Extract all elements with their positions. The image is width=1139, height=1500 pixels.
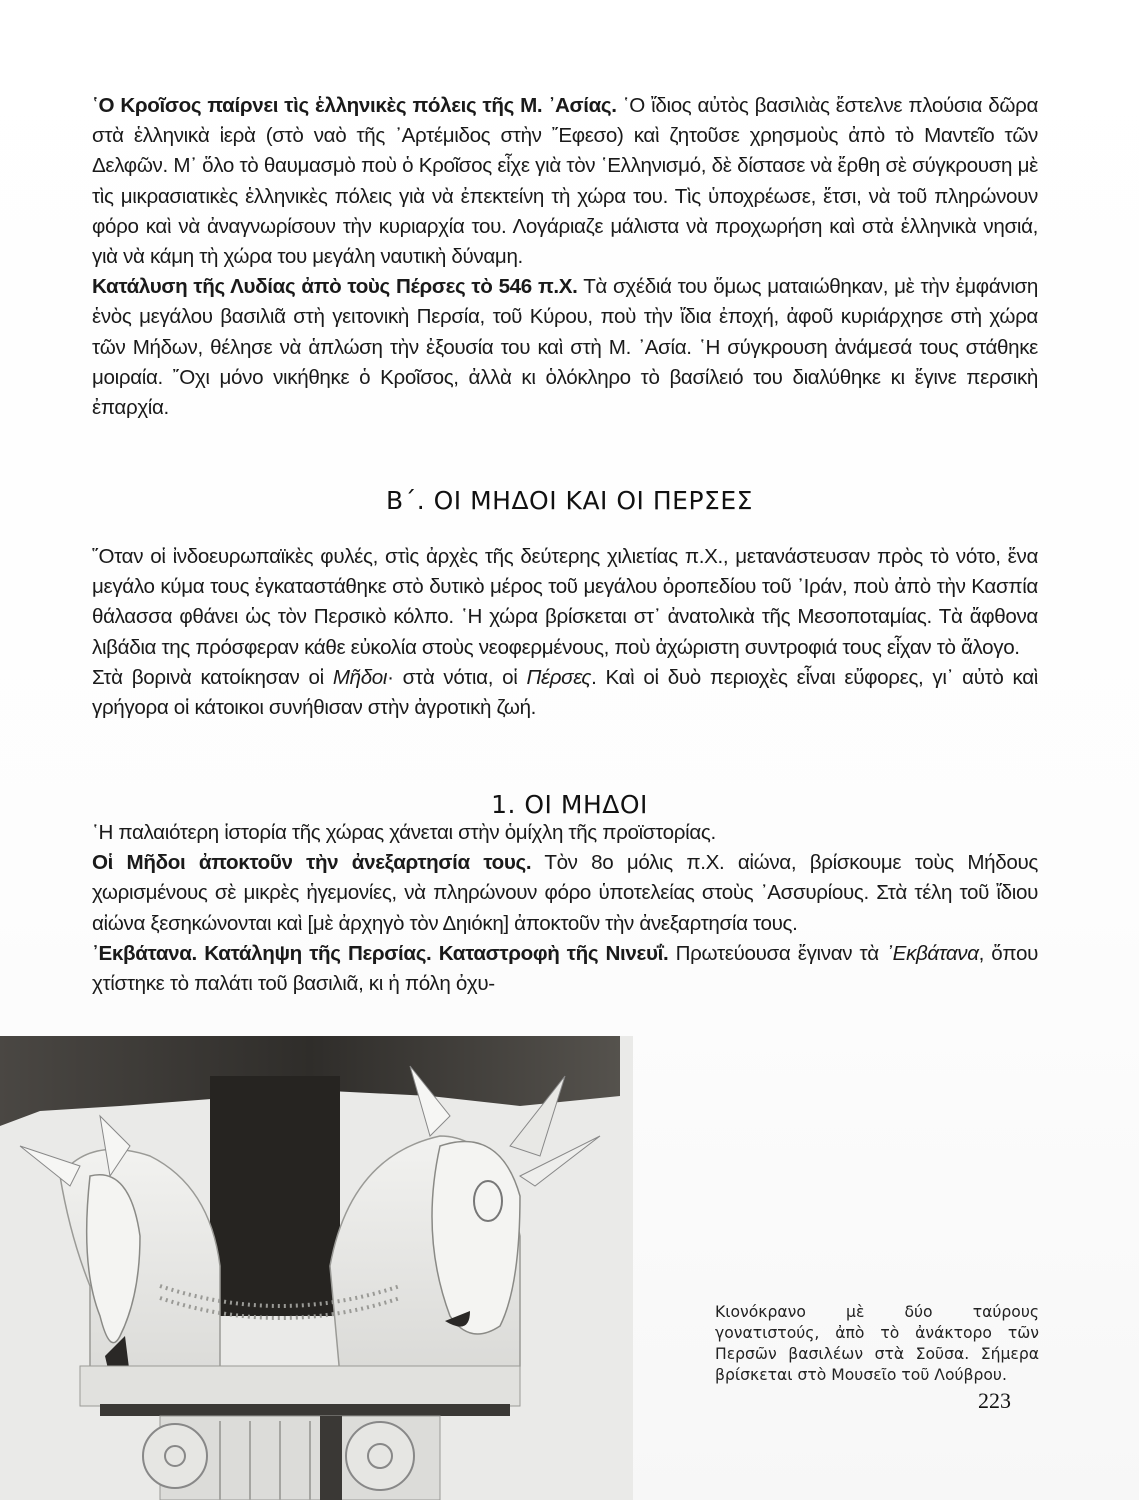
figure-caption: Κιονόκρανο μὲ δύο ταύρους γονατιστούς, ἀπὸ τὸ ἀνάκτορο τῶν Περσῶν βασιλέων στὰ Σοῦσα. Σήμερα βρίσκεται στὸ Μουσεῖο τοῦ Λούβρου. [715, 1303, 1039, 1384]
paragraph-indo-european-migration: ῞Οταν οἱ ἰνδοευρωπαϊκὲς φυλές, στὶς ἀρχὲς τῆς δεύτερης χιλιετίας π.Χ., μετανάστευσαν πρὸς τὸ νότο, ἕνα μεγάλο κύμα τους ἐγκαταστάθηκε στὸ δυτικὸ μέρος τοῦ μεγάλου ὀροπεδίου τοῦ ᾿Ιράν, ποὺ ἀπὸ τὴν Κασπία θάλασσα φθάνει ὡς τὸν Περσικὸ κόλπο. ῾Η χώρα βρίσκεται στ᾿ ἀνατολικὰ τῆς Μεσοποταμίας. Τὰ ἄφθονα λιβάδια της πρόσφεραν κάθε εὐκολία στοὺς νεοφερμένους, ποὺ ἀχώριστη συντροφιά τους εἶχαν τὸ ἄλογο. [92, 545, 1038, 659]
text-run: Πρωτεύουσα ἔγιναν τὰ [668, 941, 887, 965]
text-run: . Καὶ οἱ δυὸ περιοχὲς εἶναι εὔφορες, γι᾿ αὐτὸ καὶ γρήγορα οἱ κάτοικοι συνήθισαν στὴν ἀγροτικὴ ζωή. [92, 665, 1038, 720]
page-number: 223 [978, 1388, 1011, 1413]
subsection-medes [92, 818, 1038, 999]
section-heading-medes-and-persians: Β΄. ΟΙ ΜΗΔΟΙ ΚΑΙ ΟΙ ΠΕΡΣΕΣ [386, 486, 753, 515]
term-medes: Μῆδοι [332, 665, 388, 689]
term-ecbatana: ᾿Εκβάτανα [886, 941, 979, 965]
section-medes-and-persians [92, 542, 1038, 723]
paragraph-lead: Οἱ Μῆδοι ἀποκτοῦν τὴν ἀνεξαρτησία τους. [92, 851, 532, 875]
column-capital-photo [0, 1036, 633, 1500]
paragraph-text: Τὸν 8ο μόλις π.Χ. αἰώνα, βρίσκουμε τοὺς Μήδους χωρισμένους σὲ μικρὲς ἡγεμονίες, νὰ πληρώνουν φόρο ὑποτελείας στοὺς ᾿Ασσυρίους. Στὰ τέλη τοῦ ἴδιου αἰώνα ξεσηκώνονται καὶ [μὲ ἀρχηγὸ τὸν Δηιόκη] ἀποκτοῦν τὴν ἀνεξαρτησία τους. [92, 851, 1038, 935]
text-run: · στὰ νότια, οἱ [387, 665, 527, 689]
text-run: , ὅπου χτίστηκε τὸ παλάτι τοῦ βασιλιᾶ, κι ἡ πόλη ὀχυ- [92, 941, 1038, 996]
paragraph-independence [92, 848, 1038, 939]
paragraph-prehistory: ῾Η παλαιότερη ἱστορία τῆς χώρας χάνεται στὴν ὁμίχλη τῆς προϊστορίας. [92, 821, 716, 844]
term-persians: Πέρσες [526, 665, 592, 689]
paragraph-fall-of-lydia [92, 272, 1038, 423]
subsection-heading-medes: 1. ΟΙ ΜΗΔΟΙ [491, 790, 648, 819]
paragraph-lead: ᾿Εκβάτανα. Κατάληψη τῆς Περσίας. Καταστροφὴ τῆς Νινευΐ. [92, 941, 669, 965]
paragraph-ecbatana [92, 939, 1038, 999]
bull-capital-image [0, 1036, 633, 1500]
paragraph-lead: ῾Ο Κροῖσος παίρνει τὶς ἑλληνικὲς πόλεις τῆς Μ. ᾿Ασίας. [92, 94, 617, 117]
paragraph-kroisos-greek-cities [92, 91, 1038, 272]
paragraph-settlement [92, 663, 1038, 723]
paragraph-lead: Κατάλυση τῆς Λυδίας ἀπὸ τοὺς Πέρσες τὸ 546 π.Χ. [92, 275, 578, 299]
paragraph-text: ῾Ο ἴδιος αὐτὸς βασιλιὰς ἔστελνε πλούσια δῶρα στὰ ἑλληνικὰ ἱερὰ (στὸ ναὸ τῆς ᾿Αρτέμιδος στὴν ῎Εφεσο) καὶ ζητοῦσε χρησμοὺς ἀπὸ τὸ Μαντεῖο τῶν Δελφῶν. Μ᾿ ὅλο τὸ θαυμασμὸ ποὺ ὁ Κροῖσος εἶχε γιὰ τὸν ῾Ελληνισμό, δὲ δίστασε νὰ ἔρθη σὲ σύγκρουση μὲ τὶς μικρασιατικὲς ἑλληνικὲς πόλεις γιὰ νὰ ἐπεκτείνη τὴ χώρα του. Τὶς ὑποχρέωσε, ἔτσι, νὰ τοῦ πληρώνουν φόρο καὶ νὰ ἀναγνωρίσουν τὴν κυριαρχία του. Λογάριαζε μάλιστα νὰ προχωρήση καὶ στὰ ἑλληνικὰ νησιά, γιὰ νὰ κάμη τὴ χώρα του μεγάλη ναυτικὴ δύναμη. [92, 94, 1038, 269]
paragraph-text: Τὰ σχέδιά του ὅμως ματαιώθηκαν, μὲ τὴν ἐμφάνιση ἑνὸς μεγάλου βασιλιᾶ στὴ γειτονικὴ Περσία, τοῦ Κύρου, ποὺ τὴν ἴδια ἐποχή, ἀφοῦ κυριάρχησε στὴ χώρα τῶν Μήδων, θέλησε νὰ ἁπλώση τὴν ἐξουσία του καὶ στὴ Μ. ᾿Ασία. ῾Η σύγκρουση ἀνάμεσά τους στάθηκε μοιραία. ῎Οχι μόνο νικήθηκε ὁ Κροῖσος, ἀλλὰ κι ὁλόκληρο τὸ βασίλειό του διαλύθηκε κι ἔγινε περσικὴ ἐπαρχία. [92, 275, 1039, 420]
text-run: Στὰ βορινὰ κατοίκησαν οἱ [92, 665, 333, 689]
section-kroisos [92, 91, 1038, 423]
